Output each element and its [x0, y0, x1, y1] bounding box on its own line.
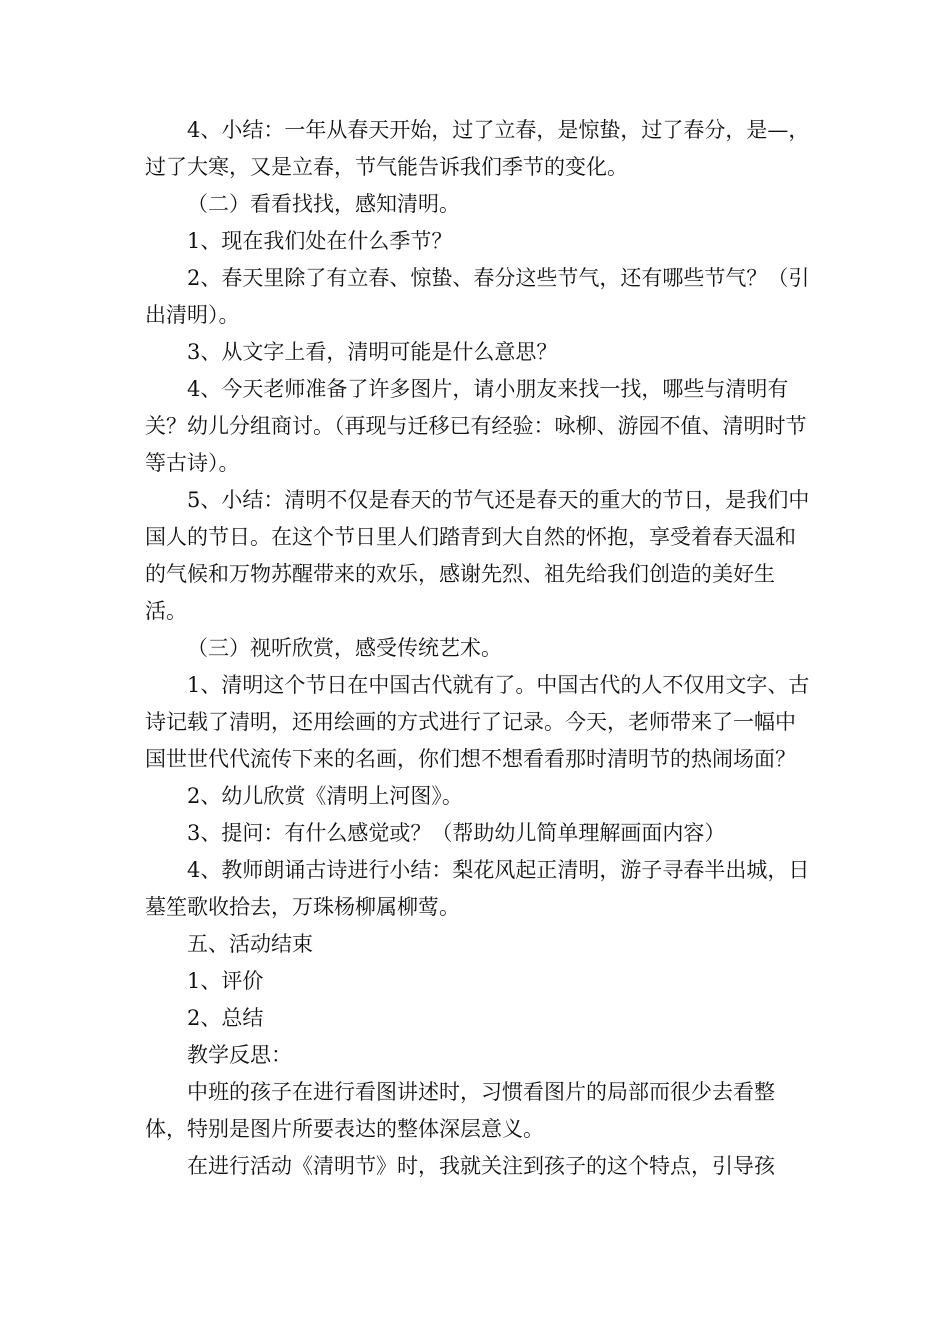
section-heading-2: （二）看看找找，感知清明。: [187, 192, 460, 216]
list-item: 2、幼儿欣赏《清明上河图》。: [187, 784, 463, 808]
list-item: 1、现在我们处在什么季节？: [187, 229, 453, 253]
list-item: 2、总结: [187, 1006, 264, 1030]
document-body: [145, 112, 813, 1185]
list-item: 4、今天老师准备了许多图片，请小朋友来找一找，哪些与清明有关？幼儿分组商讨。（再现与迁移已有经验：咏柳、游园不值、清明时节等古诗）。: [145, 377, 807, 475]
list-item: 1、清明这个节日在中国古代就有了。中国古代的人不仅用文字、古诗记载了清明，还用绘画的方式进行了记录。今天，老师带来了一幅中国世世代代流传下来的名画，你们想不想看看那时清明节的热闹场面？: [145, 673, 810, 771]
paragraph-summary-5: 5、小结：清明不仅是春天的节气还是春天的重大的节日，是我们中国人的节日。在这个节日里人们踏青到大自然的怀抱，享受着春天温和的气候和万物苏醒带来的欢乐，感谢先烈、祖先给我们创造的美好生活。: [145, 488, 810, 623]
reflection-paragraph: 在进行活动《清明节》时，我就关注到孩子的这个特点，引导孩: [187, 1154, 775, 1178]
reflection-heading: 教学反思：: [187, 1043, 292, 1067]
section-heading-5: 五、活动结束: [187, 932, 313, 956]
paragraph-summary-1: 4、小结：一年从春天开始，过了立春，是惊蛰，过了春分，是—，过了大寒，又是立春，节气能告诉我们季节的变化。: [145, 118, 810, 179]
list-item: 1、评价: [187, 969, 264, 993]
list-item: 4、教师朗诵古诗进行小结：梨花风起正清明，游子寻春半出城，日墓笙歌收拾去，万珠杨柳属柳莺。: [145, 858, 810, 919]
list-item: 3、提问：有什么感觉或？（帮助幼儿简单理解画面内容）: [187, 821, 726, 845]
list-item: 2、春天里除了有立春、惊蛰、春分这些节气，还有哪些节气？（引出清明）。: [145, 266, 810, 327]
reflection-paragraph: 中班的孩子在进行看图讲述时，习惯看图片的局部而很少去看整体，特别是图片所要表达的整体深层意义。: [145, 1080, 775, 1141]
section-heading-3: （三）视听欣赏，感受传统艺术。: [187, 636, 502, 660]
list-item: 3、从文字上看，清明可能是什么意思？: [187, 340, 558, 364]
